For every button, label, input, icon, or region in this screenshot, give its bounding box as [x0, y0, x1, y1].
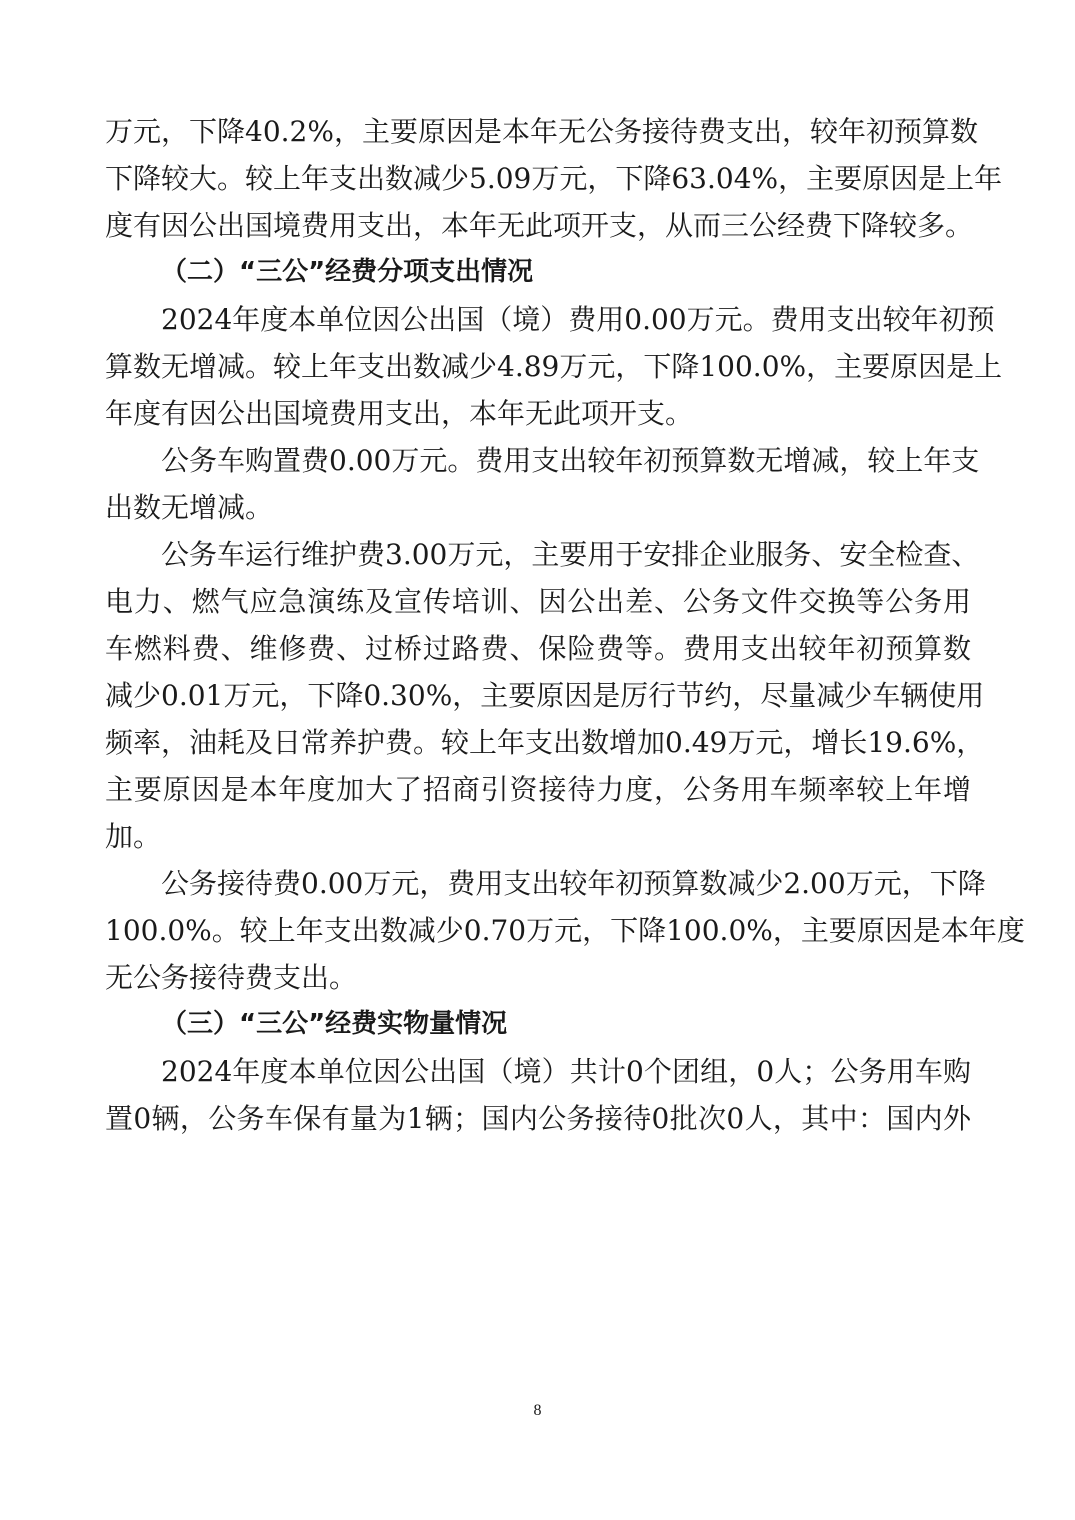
page-number: 8: [533, 1402, 542, 1419]
paragraph-line: 100.0%。较上年支出数减少0.70万元，下降100.0%，主要原因是本年度: [105, 914, 1025, 947]
document-body: [105, 108, 1025, 1142]
paragraph-line: 2024年度本单位因公出国（境）共计0个团组，0人；公务用车购: [161, 1055, 971, 1088]
paragraph-line: 年度有因公出国境费用支出，本年无此项开支。: [105, 397, 694, 430]
paragraph-line: 电力、燃气应急演练及宣传培训、因公出差、公务文件交换等公务用: [105, 585, 971, 618]
paragraph-line: 万元，下降40.2%，主要原因是本年无公务接待费支出，较年初预算数: [105, 115, 978, 148]
paragraph-line: 主要原因是本年度加大了招商引资接待力度，公务用车频率较上年增: [105, 773, 971, 806]
paragraph-line: 度有因公出国境费用支出，本年无此项开支，从而三公经费下降较多。: [105, 209, 974, 242]
paragraph-line: 下降较大。较上年支出数减少5.09万元，下降63.04%，主要原因是上年: [105, 162, 1003, 195]
section-heading: （二）“三公”经费分项支出情况: [161, 257, 534, 287]
paragraph-line: 出数无增减。: [105, 491, 274, 524]
paragraph-line: 公务车运行维护费3.00万元，主要用于安排企业服务、安全检查、: [161, 538, 980, 571]
section-heading: （三）“三公”经费实物量情况: [161, 1009, 508, 1039]
paragraph-line: 算数无增减。较上年支出数减少4.89万元，下降100.0%，主要原因是上: [105, 350, 1003, 383]
paragraph-line: 无公务接待费支出。: [105, 961, 358, 994]
paragraph-line: 公务车购置费0.00万元。费用支出较年初预算数无增减，较上年支: [161, 444, 980, 477]
paragraph-line: 加。: [105, 820, 162, 853]
paragraph-line: 公务接待费0.00万元，费用支出较年初预算数减少2.00万元，下降: [161, 867, 986, 900]
paragraph-line: 置0辆，公务车保有量为1辆；国内公务接待0批次0人，其中：国内外: [105, 1102, 971, 1135]
paragraph-line: 车燃料费、维修费、过桥过路费、保险费等。费用支出较年初预算数: [105, 632, 971, 665]
paragraph-line: 频率，油耗及日常养护费。较上年支出数增加0.49万元，增长19.6%，: [105, 726, 985, 759]
paragraph-line: 减少0.01万元，下降0.30%，主要原因是厉行节约，尽量减少车辆使用: [105, 679, 985, 712]
paragraph-line: 2024年度本单位因公出国（境）费用0.00万元。费用支出较年初预: [161, 303, 995, 336]
